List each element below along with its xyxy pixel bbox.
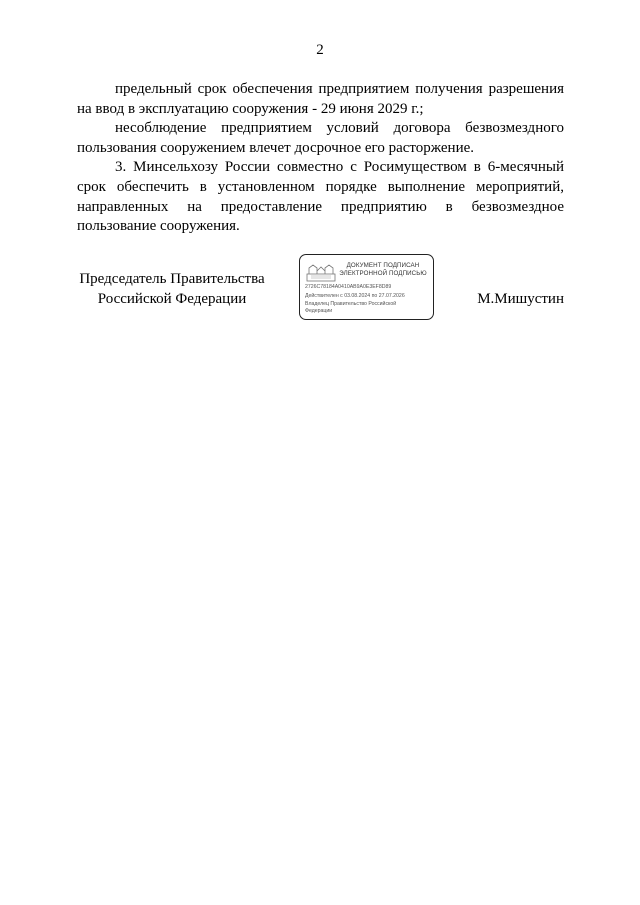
- stamp-title: [336, 262, 430, 278]
- stamp-title-line2: ЭЛЕКТРОННОЙ ПОДПИСЬЮ: [339, 270, 427, 277]
- stamp-owner-line1: Владелец Правительство Российской: [305, 301, 397, 307]
- paragraph-instruction: 3. Минсельхозу России совместно с Росимуществом в 6-месячный срок обеспечить в установленном порядке выполнение мероприятий, направленных на предоставление предприятию в безвозмездное пользование сооружения.: [77, 159, 564, 235]
- document-body: [77, 80, 564, 237]
- paragraph-deadline: предельный срок обеспечения предприятием получения разрешения на ввод в эксплуатацию сооружения - 29 июня 2029 г.;: [77, 81, 564, 117]
- signer-position-line2: Российской Федерации: [97, 290, 247, 307]
- stamp-owner-line2: Федерации: [305, 308, 333, 314]
- stamp-validity: Действителен с 03.08.2024 по 27.07.2026: [305, 293, 405, 299]
- signer-position-line1: Председатель Правительства: [79, 271, 265, 287]
- stamp-certificate: 2726C78184A0410AB9A0E3EF8D89: [305, 284, 392, 290]
- electronic-signature-stamp: [299, 254, 434, 320]
- signer-name: М.Мишустин: [477, 291, 564, 307]
- paragraph-termination: несоблюдение предприятием условий договора безвозмездного пользования сооружением влечет досрочное его расторжение.: [77, 120, 564, 156]
- page-number: 2: [316, 42, 324, 58]
- signer-position: [77, 270, 267, 309]
- stamp-title-line1: ДОКУМЕНТ ПОДПИСАН: [346, 262, 420, 269]
- coat-of-arms-icon: [305, 261, 337, 283]
